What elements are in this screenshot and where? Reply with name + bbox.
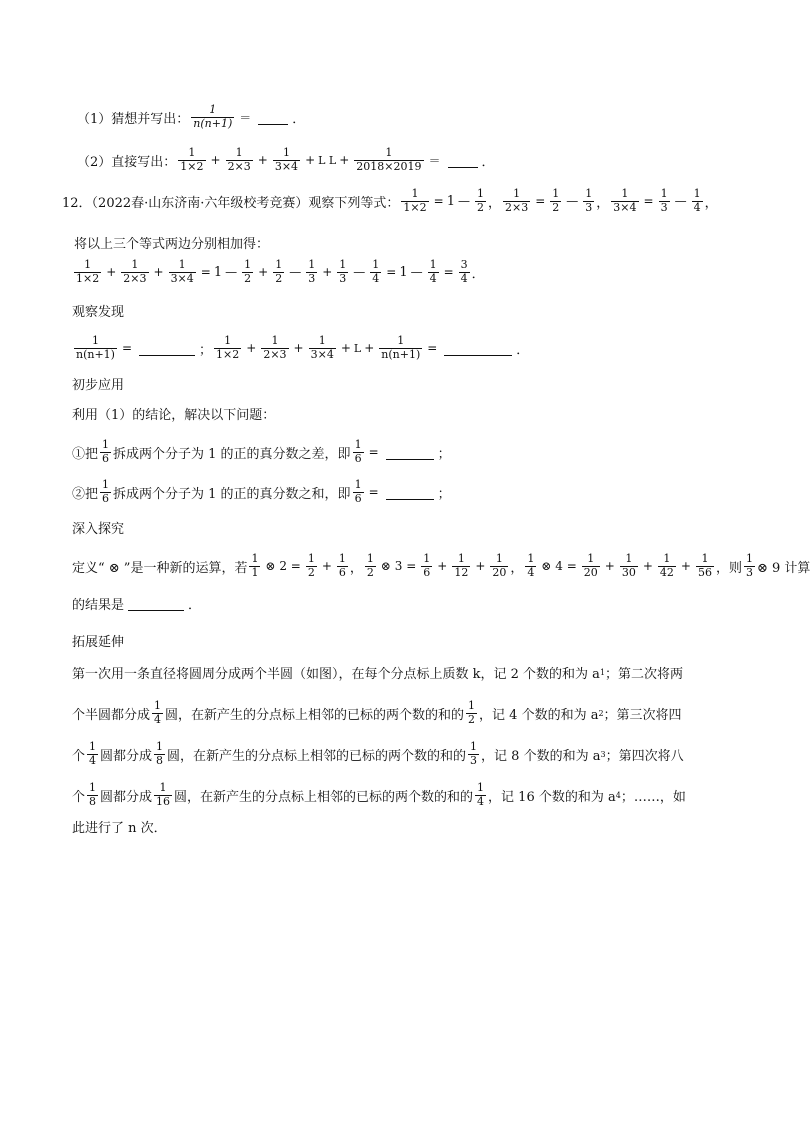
sum-intro: 将以上三个等式两边分别相加得： (74, 236, 270, 252)
sum-equation: $\frac{1}{1\times 2}$ + $\frac{1}{2\times 3}$ + $\frac{1}{3\times 4}$ = 1 — $\frac{1}{2}$ + $\frac{1}{2}$ — $\frac{1}{3}$ + $\frac{1}{3}$ — $\frac{1}{4}$ = 1 — $\frac{1}{4}$ = $\frac{3}{4}$ ． (76, 257, 485, 285)
question-1: （1）猜想并写出： $\frac{1}{n(n+1)}$ ＝ ． (77, 102, 306, 130)
fraction: $\frac{1}{6}$ (423, 551, 431, 579)
section-apply: 初步应用 (72, 377, 125, 393)
fraction: $\frac{1}{3}$ (660, 186, 668, 214)
fraction: $\frac{1}{3\times 4}$ (613, 186, 637, 214)
fraction: $\frac{1}{4}$ (89, 739, 97, 767)
fraction: $\frac{1}{6}$ (338, 551, 346, 579)
fraction: $\frac{1}{56}$ (697, 551, 712, 579)
fraction: $\frac{1}{2}$ (468, 698, 476, 726)
fraction: $\frac{1}{2}$ (552, 186, 560, 214)
fraction: $\frac{1}{1}$ (251, 551, 259, 579)
q1-label: （1）猜想并写出： (77, 111, 190, 127)
fraction: $\frac{1}{4}$ (527, 551, 535, 579)
fraction: $\frac{1}{3}$ (746, 551, 753, 579)
fraction: $\frac{1}{20}$ (583, 551, 598, 579)
apply-intro: 利用（1）的结论，解决以下问题： (72, 407, 276, 423)
fraction: $\frac{1}{1\times 2}$ (76, 257, 100, 285)
apply-item-2: ②把 $\frac{1}{6}$ 拆成两个分子为 1 的正的真分数之和，即 $\frac{1}{6}$ = ； (72, 477, 451, 505)
fraction: $\frac{1}{12}$ (454, 551, 469, 579)
fraction: $\frac{1}{3}$ (470, 739, 478, 767)
fraction: $\frac{1}{42}$ (659, 551, 674, 579)
fraction: $\frac{1}{4}$ (693, 186, 701, 214)
fraction: $\frac{1}{3}$ (308, 257, 316, 285)
fraction: $\frac{1}{3\times 4}$ (310, 333, 334, 361)
explore-definition: 定义“ ⊗ ”是一种新的运算，若 $\frac{1}{1}$ ⊗ 2 = $\frac{1}{2}$ + $\frac{1}{6}$ ， $\frac{1}{2}$ ⊗ 3 = $\frac{1}{6}$ + $\frac{1}{12}$ + $\frac{1}{20}$ ， $\frac{1}{4}$ ⊗ 4 = $\frac{1}{20}$ + $\frac{1}{30}$ + $\frac{1}{42}$ + $\frac{1}{56}$ ，则 $\frac{1}{3}$ ⊗ 9 计算 (72, 551, 810, 579)
fraction: $\frac{3}{4}$ (460, 257, 468, 285)
fraction: $\frac{1}{2}$ (366, 551, 374, 579)
fraction: $\frac{1}{4}$ (154, 698, 162, 726)
apply-item-1: ①把 $\frac{1}{6}$ 拆成两个分子为 1 的正的真分数之差，即 $\frac{1}{6}$ = ； (72, 437, 451, 465)
extend-line-2: 个半圆都分成 $\frac{1}{4}$ 圆，在新产生的分点标上相邻的已标的两个数的和的 $\frac{1}{2}$ ，记 4 个数的和为 a 2 ；第三次将四 (72, 698, 682, 726)
answer-blank (139, 354, 195, 356)
extend-line-4: 个 $\frac{1}{8}$ 圆都分成 $\frac{1}{16}$ 圆，在新产生的分点标上相邻的已标的两个数的和的 $\frac{1}{4}$ ，记 16 个数的和为 a 4 ；……，如 (72, 780, 686, 808)
fraction: $\frac{1}{16}$ (156, 780, 171, 808)
fraction: $\frac{1}{2018\times 2019}$ (356, 145, 422, 173)
fraction: $\frac{1}{3\times 4}$ (170, 257, 194, 285)
fraction: $\frac{1}{2}$ (307, 551, 315, 579)
answer-blank (258, 123, 288, 125)
question-2: （2）直接写出： $\frac{1}{1\times 2}$ + $\frac{1}{2\times 3}$ + $\frac{1}{3\times 4}$ + L L + $\frac{1}{2018\times 2019}$ ＝ ． (77, 145, 495, 173)
fraction: $\frac{1}{3}$ (585, 186, 593, 214)
fraction: $\frac{1}{6}$ (354, 477, 362, 505)
fraction: $\frac{1}{n(n+1)}$ (381, 333, 421, 361)
extend-line-1: 第一次用一条直径将圆周分成两个半圆（如图），在每个分点标上质数 k，记 2 个数的和为 a 1 ；第二次将两 (72, 666, 684, 682)
observe-equation: $\frac{1}{n(n+1)}$ = ； $\frac{1}{1\times 2}$ + $\frac{1}{2\times 3}$ + $\frac{1}{3\times 4}$ + L + $\frac{1}{n(n+1)}$ = ． (76, 333, 530, 361)
section-observe: 观察发现 (72, 304, 125, 320)
fraction: $\frac{1}{3}$ (339, 257, 347, 285)
fraction: $\frac{1}{8}$ (156, 739, 164, 767)
fraction: $\frac{1}{6}$ (354, 437, 362, 465)
answer-blank (386, 458, 434, 460)
fraction: $\frac{1}{1\times 2}$ (216, 333, 240, 361)
fraction: $\frac{1}{4}$ (429, 257, 437, 285)
fraction: $\frac{1}{n(n+1)}$ (76, 333, 115, 361)
fraction: $\frac{1}{6}$ (102, 477, 110, 505)
explore-result: 的结果是 ． (72, 597, 202, 613)
fraction: $\frac{1}{2\times 3}$ (504, 186, 529, 214)
q1-fraction: $\frac{1}{n(n+1)}$ (193, 102, 233, 130)
section-extend: 拓展延伸 (72, 634, 125, 650)
answer-blank (386, 498, 434, 500)
extend-line-3: 个 $\frac{1}{4}$ 圆都分成 $\frac{1}{8}$ 圆，在新产生的分点标上相邻的已标的两个数的和的 $\frac{1}{3}$ ，记 8 个数的和为 a 3 ；第四次将八 (72, 739, 684, 767)
fraction: $\frac{1}{2}$ (244, 257, 252, 285)
fraction: $\frac{1}{4}$ (477, 780, 485, 808)
fraction: $\frac{1}{2\times 3}$ (263, 333, 287, 361)
answer-blank (444, 354, 512, 356)
fraction: $\frac{1}{20}$ (492, 551, 507, 579)
fraction: $\frac{1}{3\times 4}$ (274, 145, 299, 173)
answer-blank (128, 609, 184, 611)
extend-line-5: 此进行了 n 次． (72, 820, 167, 836)
fraction: $\frac{1}{2}$ (275, 257, 283, 285)
fraction: $\frac{1}{2}$ (476, 186, 484, 214)
fraction: $\frac{1}{1\times 2}$ (403, 186, 427, 214)
problem-12-heading: 12．（2022春·山东济南·六年级校考竞赛）观察下列等式： $\frac{1}{1\times 2}$ = 1 — $\frac{1}{2}$ ， $\frac{1}{2\times 3}$ = $\frac{1}{2}$ — $\frac{1}{3}$ ， $\frac{1}{3\times 4}$ = $\frac{1}{3}$ — $\frac{1}{4}$ ， (62, 186, 718, 214)
fraction: $\frac{1}{8}$ (89, 780, 97, 808)
fraction: $\frac{1}{1\times 2}$ (180, 145, 204, 173)
answer-blank (448, 166, 478, 168)
section-explore: 深入探究 (72, 521, 125, 537)
fraction: $\frac{1}{4}$ (372, 257, 380, 285)
fraction: $\frac{1}{2\times 3}$ (123, 257, 147, 285)
fraction: $\frac{1}{30}$ (621, 551, 636, 579)
fraction: $\frac{1}{6}$ (102, 437, 110, 465)
fraction: $\frac{1}{2\times 3}$ (227, 145, 251, 173)
